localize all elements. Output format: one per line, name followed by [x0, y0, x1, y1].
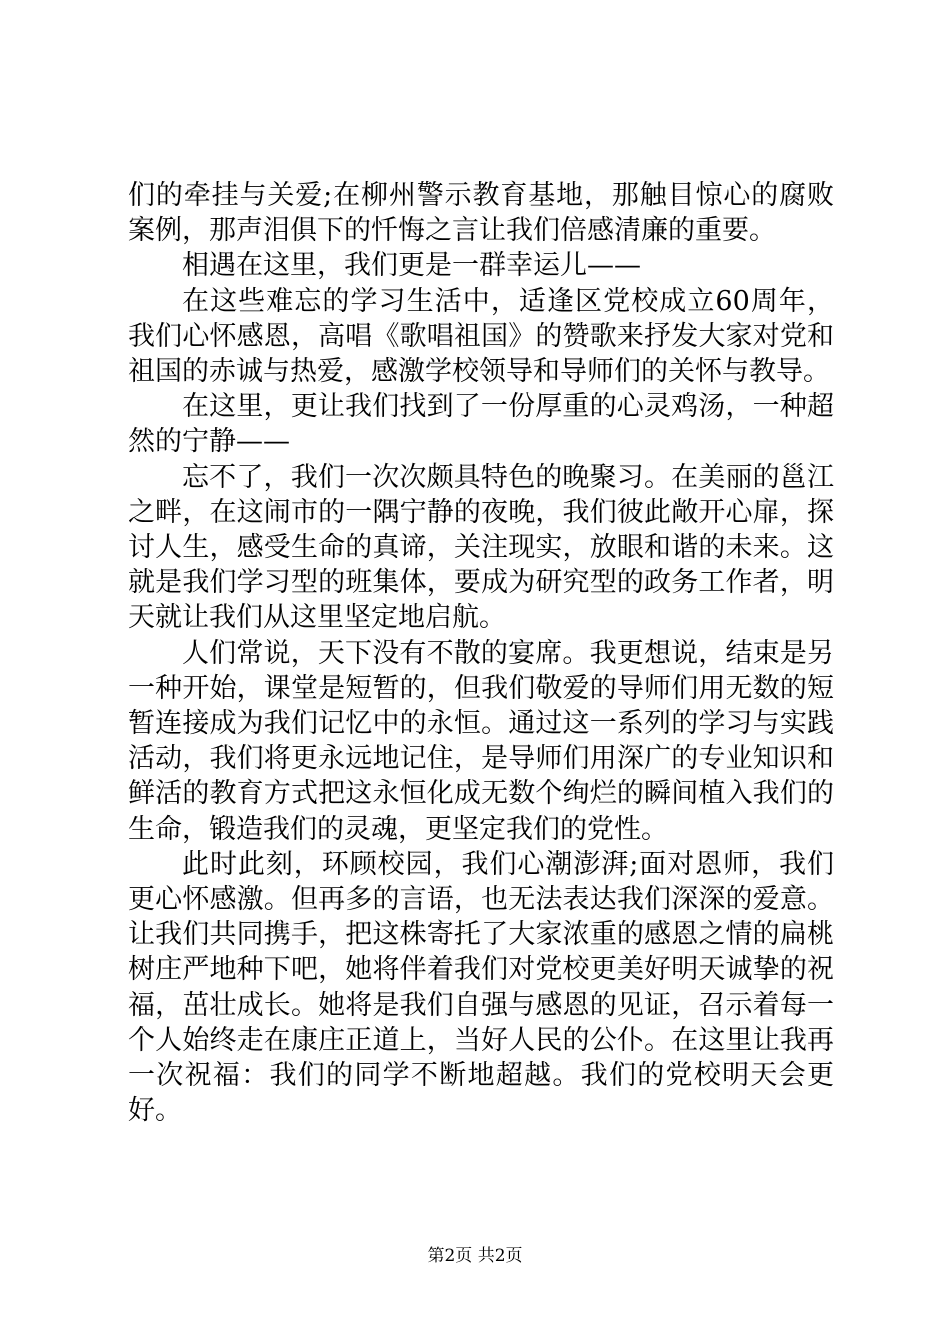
- paragraph: 在这些难忘的学习生活中，适逢区党校成立60周年，我们心怀感恩，高唱《歌唱祖国》的赞歌来抒发大家对党和祖国的赤诚与热爱，感激学校领导和导师们的关怀与教导。: [128, 285, 834, 388]
- paragraph: 在这里，更让我们找到了一份厚重的心灵鸡汤，一种超然的宁静——: [128, 391, 834, 458]
- paragraph-continuation: 们的牵挂与关爱;在柳州警示教育基地，那触目惊心的腐败案例，那声泪俱下的忏悔之言让我们倍感清廉的重要。: [128, 180, 834, 247]
- paragraph: 此时此刻，环顾校园，我们心潮澎湃;面对恩师，我们更心怀感激。但再多的言语，也无法表达我们深深的爱意。让我们共同携手，把这株寄托了大家浓重的感恩之情的扁桃树庄严地种下吧，她将伴着我们对党校更美好明天诚挚的祝福，茁壮成长。她将是我们自强与感恩的见证，召示着每一个人始终走在康庄正道上，当好人民的公仆。在这里让我再一次祝福：我们的同学不断地超越。我们的党校明天会更好。: [128, 848, 834, 1127]
- paragraph: 人们常说，天下没有不散的宴席。我更想说，结束是另一种开始，课堂是短暂的，但我们敬爱的导师们用无数的短暂连接成为我们记忆中的永恒。通过这一系列的学习与实践活动，我们将更永远地记住，是导师们用深广的专业知识和鲜活的教育方式把这永恒化成无数个绚烂的瞬间植入我们的生命，锻造我们的灵魂，更坚定我们的党性。: [128, 637, 834, 845]
- paragraph: 忘不了，我们一次次颇具特色的晚聚习。在美丽的邕江之畔，在这闹市的一隅宁静的夜晚，我们彼此敞开心扉，探讨人生，感受生命的真谛，关注现实，放眼和谐的未来。这就是我们学习型的班集体，要成为研究型的政务工作者，明天就让我们从这里坚定地启航。: [128, 461, 834, 634]
- page-number-footer: 第2页 共2页: [427, 1246, 523, 1266]
- paragraph: 相遇在这里，我们更是一群幸运儿——: [182, 250, 641, 282]
- document-body: [128, 178, 834, 1128]
